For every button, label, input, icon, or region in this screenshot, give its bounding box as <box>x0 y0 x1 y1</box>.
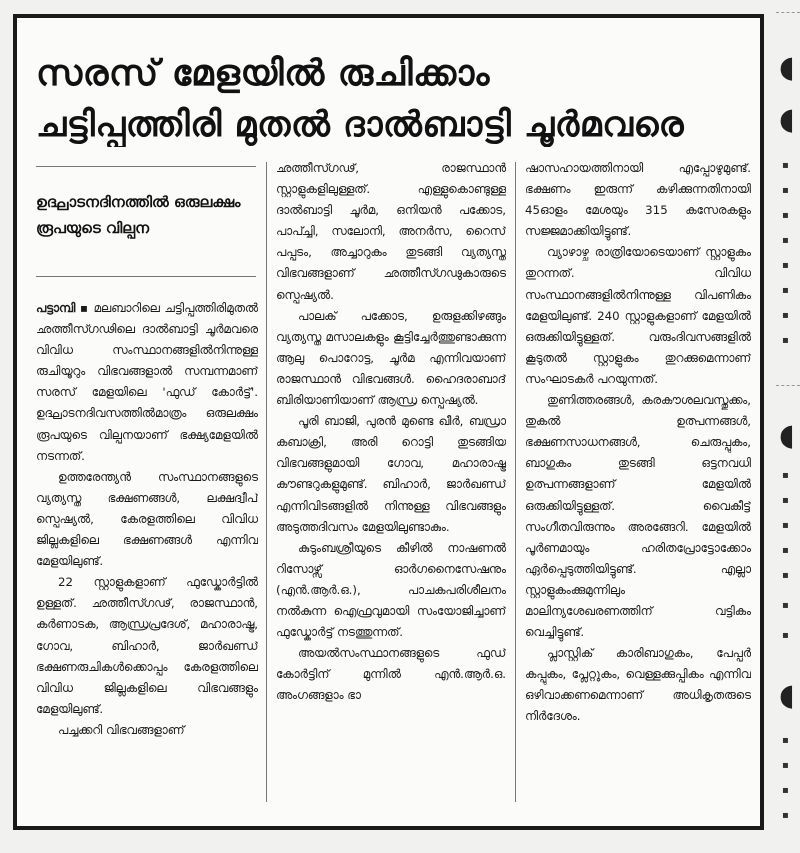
paragraph: കുടുംബശ്രീയുടെ കീഴിൽ നാഷണൽ റിസോഴ്സ് ഓർഗനൈസേഷനും (എൻ.ആർ.ഒ.), പാചകപരിശീലനം നൽകുന്ന ഐഫ്രവുമായി സംയോജിച്ചാണ് ഫുഡ്കോർട്ട് നടത്തുന്നത്. <box>276 540 506 640</box>
text-fragment: ▪ <box>782 260 789 271</box>
headline-line-2: ചട്ടിപ്പത്തിരി മുതൽ ദാൽബാട്ടി ചൂർമവരെ <box>36 105 685 145</box>
text-fragment: ▪ <box>782 495 789 506</box>
text-fragment: ▪ <box>782 185 789 196</box>
text-fragment: ▪ <box>782 235 789 246</box>
text-fragment: ▪ <box>782 570 789 581</box>
text-fragment: ▪ <box>782 470 789 481</box>
column-3 <box>525 158 751 806</box>
paragraph: പാലക് പക്കോട, ഉരുളക്കിഴങ്ങും വ്യത്യസ്ത മസാലകളും കൂട്ടിച്ചേർത്തുണ്ടാക്കുന്ന ആലു പൊറോട്ട, ചൂർമ എന്നിവയാണ് രാജസ്ഥാൻ വിഭവങ്ങൾ. ഹൈദരാബാദ് ബിരിയാണിയാണ് ആന്ധ്ര സ്പെഷ്യൽ. <box>276 308 506 408</box>
divider <box>776 12 800 13</box>
text-fragment: ▪ <box>782 310 789 321</box>
headline-line-1: സരസ് മേളയിൽ രുചിക്കാം <box>36 53 490 94</box>
subheading: ഉദ്ഘാടനദിനത്തിൽ ഒരുലക്ഷം രൂപയുടെ വില്പന <box>36 193 241 237</box>
subheading-rule-bottom <box>36 276 256 277</box>
headline-fragment: ◖ <box>779 418 795 453</box>
text-fragment: ▪ <box>782 285 789 296</box>
paragraph: ഷാസഹായത്തിനായി എപ്പോഴുമുണ്ട്. ഭക്ഷണം ഇരുന്ന് കഴിക്കുന്നതിനായി 45ഓളം മേശയും 315 കസേരകളും സജ്ജമാക്കിയിട്ടുണ്ട്. <box>525 161 751 239</box>
column-1 <box>36 298 258 804</box>
paragraph: പ്ലാസ്റ്റിക് കാരിബാഗുകം, പേപ്പർ കപ്പുകം, പ്ലേറ്റുകം, വെള്ളക്കുപ്പികം എന്നിവ ഒഴിവാക്കണമെന്നാണ് അധികൃതരുടെ നിർദേശം. <box>525 646 751 724</box>
text-fragment: ▪ <box>782 735 789 746</box>
subheading-rule-top <box>36 166 256 167</box>
adjacent-article-edge <box>776 0 800 853</box>
paragraph: പച്ചക്കറി വിഭവങ്ങളാണ് <box>58 722 185 737</box>
text-fragment: ▪ <box>782 335 789 346</box>
paragraph: 22 സ്റ്റാളുകളാണ് ഫുഡ്കോർട്ടിൽ ഉള്ളത്. ഛത്തീസ്ഗഢ്, രാജസ്ഥാൻ, കർണാടക, ആന്ധ്രപ്രദേശ്, മഹാരാഷ്ട്ര, ഗോവ, ബിഹാർ, ജാർഖണ്ഡ് ഭക്ഷണരുചികൾക്കൊപ്പം കേരളത്തിലെ വിവിധ ജില്ലകളിലെ വിഭവങ്ങളും മേളയിലുണ്ട്. <box>36 575 258 716</box>
divider <box>776 385 800 386</box>
text-fragment: ▪ <box>782 210 789 221</box>
column-divider-1 <box>266 162 267 802</box>
headline-fragment: ◖ <box>779 102 795 137</box>
paragraph: വ്യാഴാഴ്ച രാത്രിയോടെയാണ് സ്റ്റാളുകം തുറന്നത്. വിവിധ സംസ്ഥാനങ്ങളിൽനിന്നുള്ള വിപണികം മേളയിലുണ്ട്. 240 സ്റ്റാളുകളാണ് മേളയിൽ ഒരുക്കിയിട്ടുള്ളത്. വരുംദിവസങ്ങളിൽ കൂടുതൽ സ്റ്റാളുകം തുറക്കുമെന്നാണ് സംഘാടകർ പറയുന്നത്. <box>525 245 751 386</box>
text-fragment: ▪ <box>782 600 789 611</box>
paragraph <box>36 298 258 467</box>
column-2 <box>276 158 506 806</box>
headline-fragment: ◖ <box>779 50 795 85</box>
text-fragment: ▪ <box>782 520 789 531</box>
paragraph: പൂരി ബാജി, പുരൻ മുണ്ടെ ഖീർ, ബഡ്രാ കബാക്രി, അരി റൊട്ടി തുടങ്ങിയ വിഭവങ്ങളുമായി ഗോവ, മഹാരാഷ്ട്ര കൗണ്ടറുകളുമുണ്ട്. ബിഹാർ, ജാർഖണ്ഡ് എന്നിവിടങ്ങളിൽ നിന്നുള്ള വിഭവങ്ങളും അടുത്തദിവസം മേളയിലുണ്ടാകും. <box>276 414 506 534</box>
paragraph: അയൽസംസ്ഥാനങ്ങളുടെ ഫുഡ് കോർട്ടിന് മുന്നിൽ എൻ.ആർ.ഒ. അംഗങ്ങളാം ഭാ <box>276 646 506 703</box>
text-fragment: ▪ <box>782 810 789 821</box>
paragraph: ഉത്തരേന്ത്യൻ സംസ്ഥാനങ്ങളുടെ വ്യത്യസ്ത ഭക്ഷണങ്ങൾ, ലക്ഷദ്വീപ് സ്പെഷ്യൽ, കേരളത്തിലെ വിവിധ ജില്ലകളിലെ ഭക്ഷണങ്ങൾ എന്നിവ മേളയിലുണ്ട്. <box>36 469 258 569</box>
dateline: പട്ടാമ്പി <box>36 301 76 315</box>
text-fragment: ▪ <box>782 630 789 641</box>
paragraph-text: മലബാറിലെ ചട്ടിപ്പത്തിരിമുതൽ ഛത്തീസ്ഗഢിലെ ദാൽബാട്ടി ചൂർമവരെ വിവിധ സംസ്ഥാനങ്ങളിൽനിന്നുള്ള രുചിയൂറും വിഭവങ്ങളാൽ സമ്പന്നമാണ് സരസ് മേളയിലെ 'ഫുഡ് കോർട്ട്'. ഉദ്ഘാടനദിവസത്തിൽമാത്രം ഒരുലക്ഷം രൂപയുടെ വില്പനയാണ് ഭക്ഷ്യമേളയിൽ നടന്നത്. <box>36 301 258 463</box>
text-fragment: ▪ <box>782 760 789 771</box>
text-fragment: ▪ <box>782 785 789 796</box>
paragraph: തുണിത്തരങ്ങൾ, കരകൗശലവസ്തുക്കം, തുകൽ ഉത്പന്നങ്ങൾ, ഭക്ഷണസാധനങ്ങൾ, ചെരുപ്പുകം, ബാഗുകം തുടങ്ങി ഒട്ടനവധി ഉത്പന്നങ്ങളാണ് മേളയിൽ ഒരുക്കിയിട്ടുള്ളത്. വൈകീട്ട് സംഗീതവിരുന്നും അരങ്ങേറി. മേളയിൽ പൂർണമായും ഹരിതപ്രോട്ടോക്കോം ഏർപ്പെടുത്തിയിട്ടുണ്ട്. എല്ലാ സ്റ്റാളുകംക്കുമുന്നിലും മാലിന്യശേഖരണത്തിന് വട്ടികം വെച്ചിട്ടുണ്ട്. <box>525 393 751 640</box>
text-fragment: ▪ <box>782 160 789 171</box>
dateline-marker: ▪ <box>75 301 94 315</box>
text-fragment: ▪ <box>782 545 789 556</box>
paragraph: ഛത്തീസ്ഗഢ്, രാജസ്ഥാൻ സ്റ്റാളുകളിലുള്ളത്. എള്ളുകൊണ്ടുള്ള ദാൽബാട്ടി ചൂർമ, ഒനിയൻ പക്കോട, പാപ്ച്ചി, സലോനി, അനർസ, റൈസ് പപ്പടം, അച്ചാറുകം തുടങ്ങി വ്യത്യസ്ത വിഭവങ്ങളാണ് ഛത്തീസ്ഗഢുകാരുടെ സ്പെഷ്യൽ. <box>276 161 506 302</box>
headline-fragment: ◖ <box>779 678 795 713</box>
column-divider-2 <box>515 162 516 802</box>
